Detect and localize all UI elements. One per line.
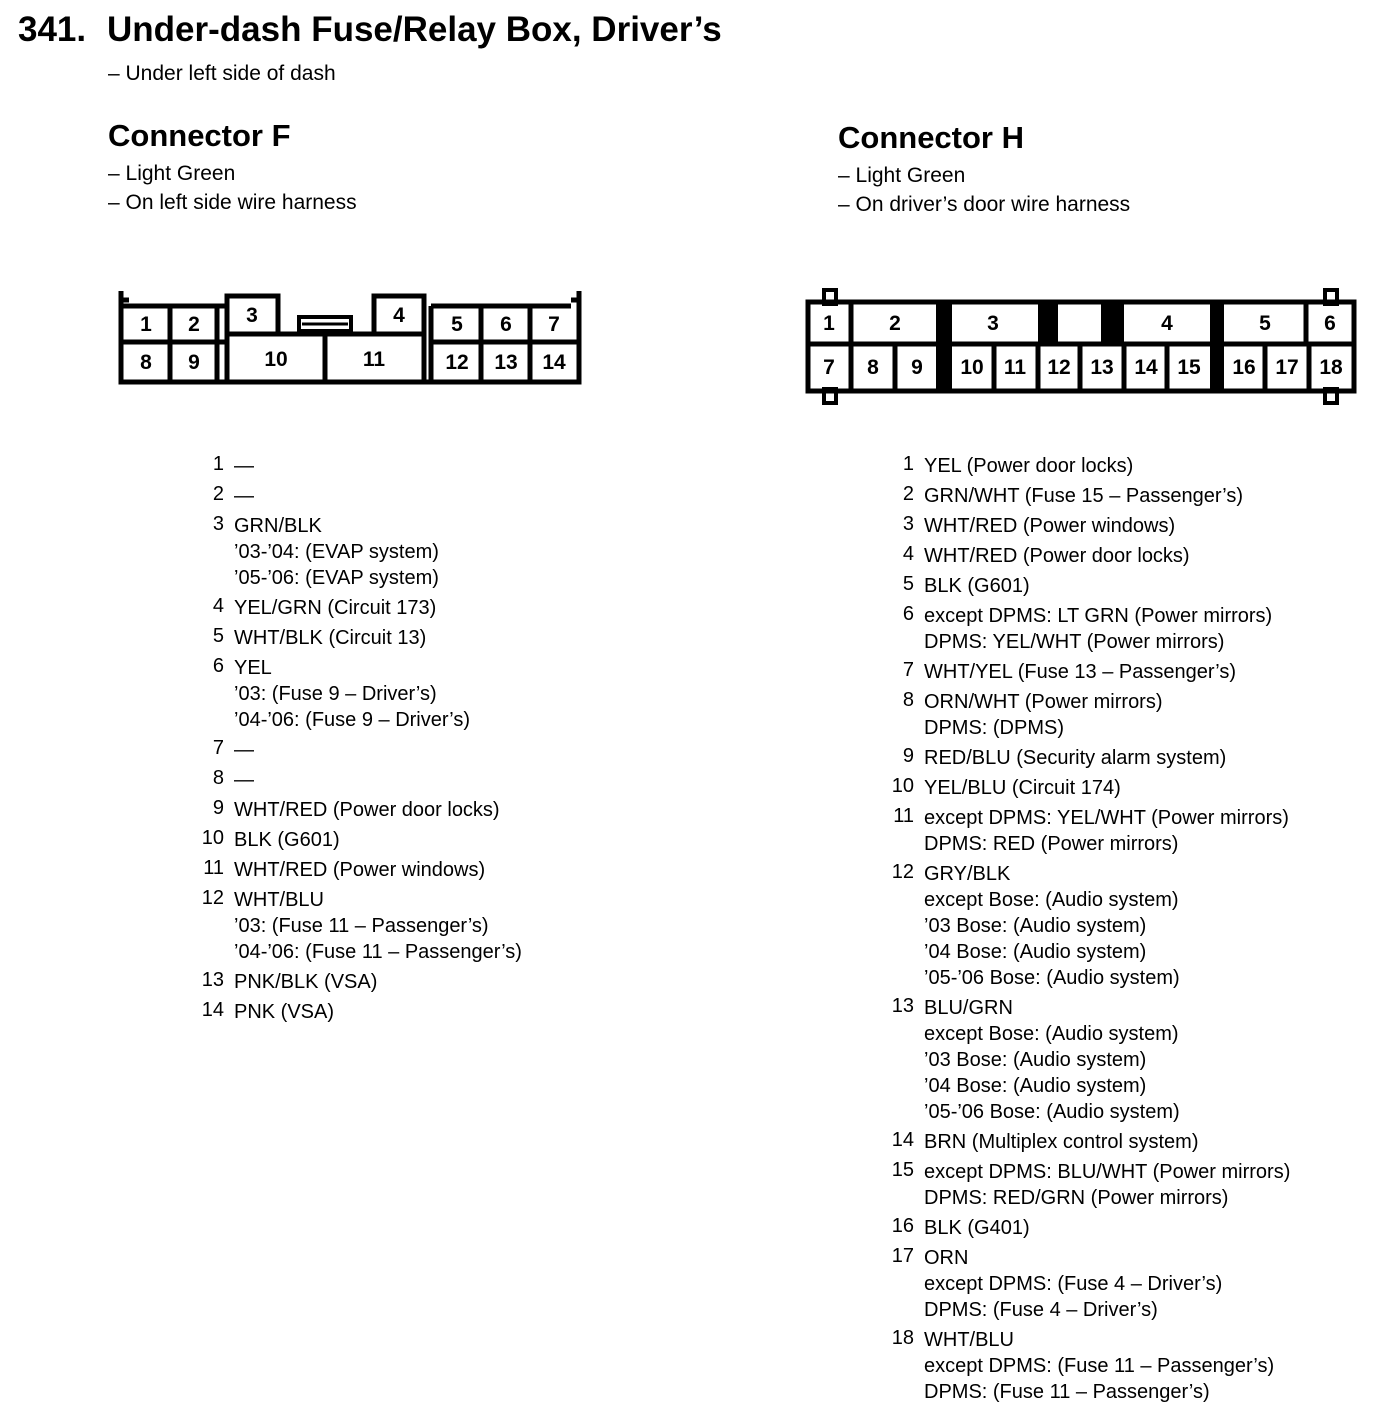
pin-description-line: DPMS: RED (Power mirrors) [924,833,1179,855]
cavity-label: 3 [246,304,258,327]
pin-description-line: WHT/BLK (Circuit 13) [234,627,427,649]
pin-row [180,887,522,965]
pin-row [180,453,522,479]
pin-description-line: WHT/BLU [234,889,324,911]
pin-number: 16 [891,1215,914,1237]
location-note: – Under left side of dash [108,62,336,85]
pin-description [234,827,340,853]
pin-number: 7 [212,737,224,759]
pin-description-line: except DPMS: LT GRN (Power mirrors) [924,605,1273,627]
pin-description-line: DPMS: RED/GRN (Power mirrors) [924,1187,1229,1209]
pin-description-line: except Bose: (Audio system) [924,889,1179,911]
pin-number: 10 [891,775,914,797]
pin-number: 2 [902,483,914,505]
pin-description [234,969,377,995]
pin-description [924,483,1243,509]
connector-f-color: – Light Green [108,162,236,185]
pin-description [924,1245,1222,1323]
pin-description-line: ’05-’06 Bose: (Audio system) [924,967,1180,989]
pin-description-line: WHT/RED (Power door locks) [234,799,500,821]
pin-number: 11 [893,805,914,827]
pin-description-line: GRY/BLK [924,863,1011,885]
pin-row [180,737,522,763]
pin-row [870,1159,1290,1211]
pin-description-line: YEL (Power door locks) [924,455,1134,477]
pin-number: 13 [891,995,914,1017]
cavity-label: 3 [987,312,999,335]
pin-row [870,745,1290,771]
connector-h-diagram [808,290,1354,403]
pin-description-line: YEL/BLU (Circuit 174) [924,777,1121,799]
cavity-label: 5 [1259,312,1271,335]
pin-number: 15 [891,1159,914,1181]
pin-description [924,513,1175,539]
cavity-label: 1 [823,312,835,335]
pin-description [234,797,500,823]
pin-description [924,775,1121,801]
pin-description-line: DPMS: YEL/WHT (Power mirrors) [924,631,1225,653]
pin-description [924,603,1272,655]
pin-description-line: except DPMS: (Fuse 4 – Driver’s) [924,1273,1223,1295]
pin-description [924,573,1030,599]
pin-description [924,1215,1030,1241]
pin-number: 14 [201,999,224,1021]
cavity-label: 5 [451,313,463,336]
pin-description-line: WHT/YEL (Fuse 13 – Passenger’s) [924,661,1236,683]
pin-row [870,1129,1290,1155]
pin-description-line: — [234,769,254,791]
pin-description [234,513,439,591]
pin-row [870,603,1290,655]
cavity-label: 14 [1134,356,1158,379]
pin-description [924,861,1180,991]
pin-row [870,659,1290,685]
pin-description-line: ORN [924,1247,969,1269]
pin-number: 8 [902,689,914,711]
pin-description [234,857,485,883]
pin-number: 2 [212,483,224,505]
cavity-label: 8 [867,356,879,379]
pin-number: 9 [212,797,224,819]
pin-row [870,483,1290,509]
pin-description [234,999,334,1025]
pin-description [924,453,1133,479]
pin-description [234,453,254,479]
pin-description-line: except DPMS: BLU/WHT (Power mirrors) [924,1161,1291,1183]
pin-row [870,995,1290,1125]
pin-description [924,543,1190,569]
pin-description-line: PNK (VSA) [234,1001,335,1023]
connector-h-harness: – On driver’s door wire harness [838,193,1131,216]
cavity-label: 13 [1090,356,1114,379]
connector-h-color: – Light Green [838,164,966,187]
connector-f-title: Connector F [108,118,291,153]
pin-number: 11 [203,857,224,879]
pin-row [180,857,522,883]
pin-row [180,625,522,651]
pin-row [870,513,1290,539]
pin-description [924,1159,1290,1211]
pin-number: 18 [891,1327,914,1349]
pin-description-line: ’03 Bose: (Audio system) [924,915,1147,937]
connector-f-cavity-labels [140,304,566,374]
pin-description-line: WHT/RED (Power door locks) [924,545,1190,567]
pin-description-line: ’05-’06 Bose: (Audio system) [924,1101,1180,1123]
pin-description-line: ’03: (Fuse 9 – Driver’s) [234,683,437,705]
connector-h-pin-list [870,453,1290,1409]
cavity-label: 11 [362,348,386,371]
pin-description [924,659,1236,685]
pin-number: 14 [891,1129,914,1151]
pin-description-line: BLK (G401) [924,1217,1030,1239]
pin-description-line: YEL [234,657,272,679]
pin-row [180,595,522,621]
pin-description [234,737,254,763]
cavity-label: 4 [393,304,405,327]
pin-number: 9 [902,745,914,767]
pin-number: 6 [212,655,224,677]
page-number: 341. [18,10,87,49]
pin-row [180,969,522,995]
cavity-label: 2 [188,313,200,336]
pin-row [870,1327,1290,1405]
cavity-label: 12 [1047,356,1071,379]
pin-number: 6 [902,603,914,625]
cavity-label: 6 [1324,312,1336,335]
cavity-label: 12 [445,351,469,374]
pin-number: 17 [891,1245,914,1267]
pin-description [234,767,254,793]
pin-number: 12 [891,861,914,883]
pin-description-line: RED/BLU (Security alarm system) [924,747,1227,769]
pin-description-line: ’03: (Fuse 11 – Passenger’s) [234,915,489,937]
pin-number: 8 [212,767,224,789]
cavity-label: 2 [889,312,901,335]
pin-row [870,1245,1290,1323]
pin-number: 5 [902,573,914,595]
pin-row [180,655,522,733]
pin-row [870,453,1290,479]
cavity-label: 18 [1319,356,1343,379]
cavity-label: 4 [1161,312,1173,335]
pin-number: 12 [201,887,224,909]
pin-description-line: GRN/WHT (Fuse 15 – Passenger’s) [924,485,1243,507]
pin-description [924,1327,1274,1405]
pin-description-line: — [234,485,254,507]
pin-description-line: GRN/BLK [234,515,322,537]
pin-description [234,655,470,733]
pin-description-line: PNK/BLK (VSA) [234,971,378,993]
pin-description [924,1129,1199,1155]
pin-row [180,999,522,1025]
pin-description [924,805,1289,857]
cavity-label: 15 [1177,356,1201,379]
pin-number: 1 [212,453,224,475]
pin-description-line: ’04-’06: (Fuse 11 – Passenger’s) [234,941,522,963]
pin-description [924,995,1180,1125]
pin-number: 5 [212,625,224,647]
pin-description-line: ’04-’06: (Fuse 9 – Driver’s) [234,709,471,731]
cavity-label: 13 [494,351,518,374]
pin-number: 4 [902,543,914,565]
connector-f-harness: – On left side wire harness [108,191,357,214]
cavity-label: 10 [264,348,288,371]
pin-row [180,767,522,793]
pin-description-line: BLU/GRN [924,997,1013,1019]
pin-description [234,887,522,965]
pin-row [180,827,522,853]
pin-description-line: ’04 Bose: (Audio system) [924,1075,1147,1097]
cavity-label: 11 [1003,356,1027,379]
cavity-label: 1 [140,313,152,336]
pin-description-line: except DPMS: (Fuse 11 – Passenger’s) [924,1355,1275,1377]
pin-description-line: — [234,739,254,761]
pin-description-line: YEL/GRN (Circuit 173) [234,597,437,619]
pin-description-line: DPMS: (Fuse 11 – Passenger’s) [924,1381,1210,1403]
pin-row [870,1215,1290,1241]
cavity-label: 9 [911,356,923,379]
pin-description [924,745,1226,771]
pin-description-line: DPMS: (DPMS) [924,717,1064,739]
connector-f-pin-list [180,453,522,1029]
pin-row [870,805,1290,857]
pin-description-line: ORN/WHT (Power mirrors) [924,691,1163,713]
pin-row [180,483,522,509]
pin-description-line: BLK (G601) [234,829,340,851]
page-heading: Under-dash Fuse/Relay Box, Driver’s [107,10,722,49]
pin-description-line: — [234,455,254,477]
connector-h-title: Connector H [838,120,1024,155]
pin-number: 4 [212,595,224,617]
cavity-label: 7 [823,356,835,379]
pin-description-line: BRN (Multiplex control system) [924,1131,1199,1153]
pin-row [870,775,1290,801]
pin-number: 1 [902,453,914,475]
pin-row [870,689,1290,741]
pin-description-line: ’03 Bose: (Audio system) [924,1049,1147,1071]
pin-description-line: ’03-’04: (EVAP system) [234,541,439,563]
pin-row [180,797,522,823]
pin-row [180,513,522,591]
pin-description-line: ’05-’06: (EVAP system) [234,567,439,589]
pin-number: 3 [902,513,914,535]
pin-description-line: except Bose: (Audio system) [924,1023,1179,1045]
pin-description-line: WHT/RED (Power windows) [234,859,486,881]
cavity-label: 14 [542,351,566,374]
pin-description-line: except DPMS: YEL/WHT (Power mirrors) [924,807,1289,829]
cavity-label: 16 [1232,356,1256,379]
pin-row [870,861,1290,991]
pin-row [870,573,1290,599]
pin-description [924,689,1163,741]
pin-description [234,483,254,509]
cavity-label: 6 [500,313,512,336]
pin-description-line: BLK (G601) [924,575,1030,597]
cavity-label: 8 [140,351,152,374]
pin-description-line: WHT/RED (Power windows) [924,515,1176,537]
cavity-label: 7 [548,313,560,336]
pin-row [870,543,1290,569]
pin-description [234,595,436,621]
pin-number: 10 [201,827,224,849]
pin-description-line: WHT/BLU [924,1329,1014,1351]
cavity-label: 10 [960,356,984,379]
pin-description-line: DPMS: (Fuse 4 – Driver’s) [924,1299,1158,1321]
pin-number: 7 [902,659,914,681]
pin-number: 3 [212,513,224,535]
pin-number: 13 [201,969,224,991]
pin-description-line: ’04 Bose: (Audio system) [924,941,1147,963]
pin-description [234,625,426,651]
cavity-label: 9 [188,351,200,374]
cavity-label: 17 [1275,356,1299,379]
